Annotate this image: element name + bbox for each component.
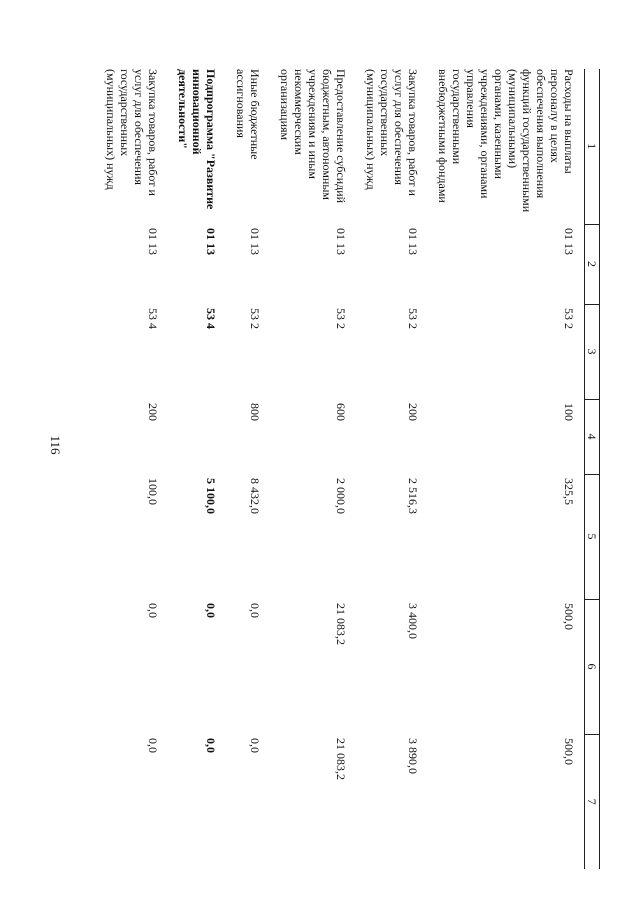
row-name: Закупка товаров, работ и услуг для обеспечения государственных (муниципальных) нужд [104,69,160,196]
amount-col-5: 100,0 [146,478,160,505]
program-code: 53 2 [248,308,262,329]
table-row [226,69,270,869]
program-code: 53 4 [146,308,160,329]
table-row [96,69,168,869]
row-name: Иные бюджетные ассигнования [234,69,262,160]
section-code: 01 13 [204,228,218,255]
amount-col-6: 0,0 [204,603,218,618]
section-code: 01 13 [406,228,420,255]
page-number: 116 [48,435,63,455]
amount-col-6: 3 400,0 [406,603,420,639]
section-code: 01 13 [248,228,262,255]
column-header-1: 1 [585,69,600,224]
amount-col-7: 0,0 [204,738,218,753]
row-name: Предоставление субсидий бюджетным, автономным учреждениям и иным некоммерческим организациям [278,69,348,204]
amount-col-5: 8 432,0 [248,478,262,514]
column-header-5: 5 [585,474,600,599]
amount-col-7: 500,0 [562,738,576,765]
amount-col-5: 2 000,0 [334,478,348,514]
section-code: 01 13 [146,228,160,255]
column-header-2: 2 [585,224,600,304]
amount-col-6: 0,0 [248,603,262,618]
expense-type-code: 600 [334,403,348,421]
table-header [585,69,600,869]
amount-col-5: 325,5 [562,478,576,505]
table-row [356,69,428,869]
expense-type-code: 200 [406,403,420,421]
table-row [428,69,585,869]
table-row [168,69,226,869]
table-body [96,69,585,869]
expense-type-code: 200 [146,403,160,421]
row-name: Расходы на выплаты персоналу в целях обеспечения выполнения функций государственными (муниципальными) органами, казенными учреждениями, органами управления государственными внебюджетными фондами [436,69,576,213]
table-row [270,69,356,869]
section-code: 01 13 [334,228,348,255]
amount-col-7: 3 890,0 [406,738,420,774]
row-name: Подпрограмма "Развитие инновационной деятельности" [176,69,218,210]
column-header-6: 6 [585,599,600,734]
amount-col-6: 0,0 [146,603,160,618]
amount-col-6: 21 083,2 [334,603,348,645]
rotated-table-page [100,69,600,869]
program-code: 53 2 [406,308,420,329]
column-header-7: 7 [585,734,600,869]
budget-table [96,69,600,869]
row-name: Закупка товаров, работ и услуг для обеспечения государственных (муниципальных) нужд [364,69,420,196]
amount-col-7: 21 083,2 [334,738,348,780]
amount-col-6: 500,0 [562,603,576,630]
amount-col-5: 2 516,3 [406,478,420,514]
program-code: 53 2 [334,308,348,329]
column-header-3: 3 [585,304,600,399]
program-code: 53 4 [204,308,218,329]
amount-col-5: 5 100,0 [204,478,218,514]
expense-type-code: 800 [248,403,262,421]
column-header-4: 4 [585,399,600,474]
header-row [585,69,600,869]
expense-type-code: 100 [562,403,576,421]
program-code: 53 2 [562,308,576,329]
amount-col-7: 0,0 [248,738,262,753]
expense-type-code [168,399,226,474]
section-code: 01 13 [562,228,576,255]
amount-col-7: 0,0 [146,738,160,753]
